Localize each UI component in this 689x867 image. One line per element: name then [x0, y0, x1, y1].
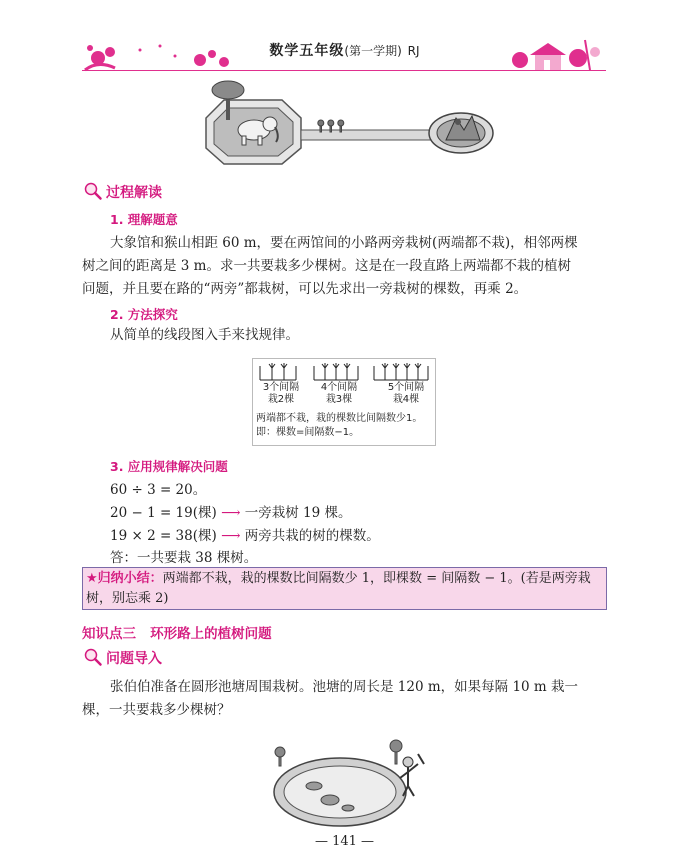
process-section-heading: 过程解读 — [106, 185, 162, 201]
header-divider — [82, 70, 606, 71]
step2-intro: 从简单的线段图入手来找规律。 — [110, 327, 299, 343]
step2-heading: 2. 方法探究 — [110, 307, 178, 322]
knowledge-point-label: 知识点三 — [82, 626, 136, 642]
segment-diagram-lines — [256, 360, 432, 382]
step1-line: 大象馆和猴山相距 60 m，要在两馆间的小路两旁栽树(两端都不栽)，相邻两棵 — [110, 235, 578, 251]
calc-expression: 19 × 2 = 38(棵) — [110, 528, 217, 544]
calc-line-2 — [110, 501, 352, 521]
calc-note: 两旁共栽的树的棵数。 — [244, 528, 380, 544]
calc-line-3 — [110, 524, 380, 544]
diagram-label-line: 3个间隔 — [262, 382, 300, 393]
intro-section-heading: 问题导入 — [106, 651, 162, 667]
diagram-note-line: 即：棵数=间隔数−1。 — [256, 427, 360, 438]
header-title: 数学五年级 — [269, 43, 345, 59]
diagram-note-line: 两端都不栽，栽的棵数比间隔数少1。 — [256, 413, 423, 424]
elephant-enclosure-illustration — [206, 81, 301, 164]
step3-heading: 3. 应用规律解决问题 — [110, 459, 228, 474]
zoo-path-illustration — [196, 78, 496, 170]
diagram-label-1 — [254, 382, 308, 406]
calc-note: 一旁栽树 19 棵。 — [244, 505, 352, 521]
diagram-label-line: 5个间隔 — [387, 382, 425, 393]
header-subtitle: (第一学期) — [344, 44, 402, 58]
page-header-title — [0, 40, 689, 60]
summary-lead: ★归纳小结： — [86, 571, 163, 586]
diagram-label-line: 栽4棵 — [392, 394, 420, 405]
step1-paragraph — [82, 232, 610, 301]
pond-illustration — [268, 734, 428, 830]
magnifier-icon — [84, 648, 102, 666]
diagram-label-line: 栽3棵 — [325, 394, 353, 405]
step1-heading: 1. 理解题意 — [110, 212, 178, 227]
intro-line: 张伯伯准备在圆形池塘周围栽树。池塘的周长是 120 m，如果每隔 10 m 栽一 — [110, 679, 579, 695]
knowledge-point-heading — [82, 622, 272, 642]
path-trees-icon — [318, 120, 344, 132]
intro-paragraph — [82, 676, 610, 722]
intro-line: 棵，一共要栽多少棵树？ — [82, 702, 231, 718]
diagram-label-line: 4个间隔 — [320, 382, 358, 393]
calc-expression: 20 − 1 = 19(棵) — [110, 505, 217, 521]
diagram-label-2 — [312, 382, 366, 406]
diagram-label-3 — [376, 382, 436, 406]
arrow-icon: ⟶ — [221, 505, 241, 521]
step1-line: 树之间的距离是 3 m。求一共要栽多少棵树。这是在一段直路上两端都不栽的植树 — [82, 258, 571, 274]
page-number: — 141 — — [314, 834, 375, 849]
monkey-hill-illustration — [429, 113, 493, 153]
header-edition: RJ — [407, 44, 420, 58]
diagram-label-line: 栽2棵 — [267, 394, 295, 405]
summary-text — [86, 569, 606, 609]
answer-line: 答：一共要栽 38 棵树。 — [110, 550, 258, 566]
summary-body: 两端都不栽，栽的棵数比间隔数少 1，即棵数 = 间隔数 − 1。(若是两旁栽树，别忘乘 2) — [86, 571, 591, 606]
step1-line: 问题，并且要在路的“两旁”都栽树，可以先求出一旁栽树的棵数，再乘 2。 — [82, 281, 528, 297]
knowledge-point-title: 环形路上的植树问题 — [150, 626, 272, 642]
diagram-note — [256, 412, 422, 440]
arrow-icon: ⟶ — [221, 528, 241, 544]
magnifier-icon — [84, 182, 102, 200]
calc-line-1: 60 ÷ 3 = 20。 — [110, 482, 207, 498]
